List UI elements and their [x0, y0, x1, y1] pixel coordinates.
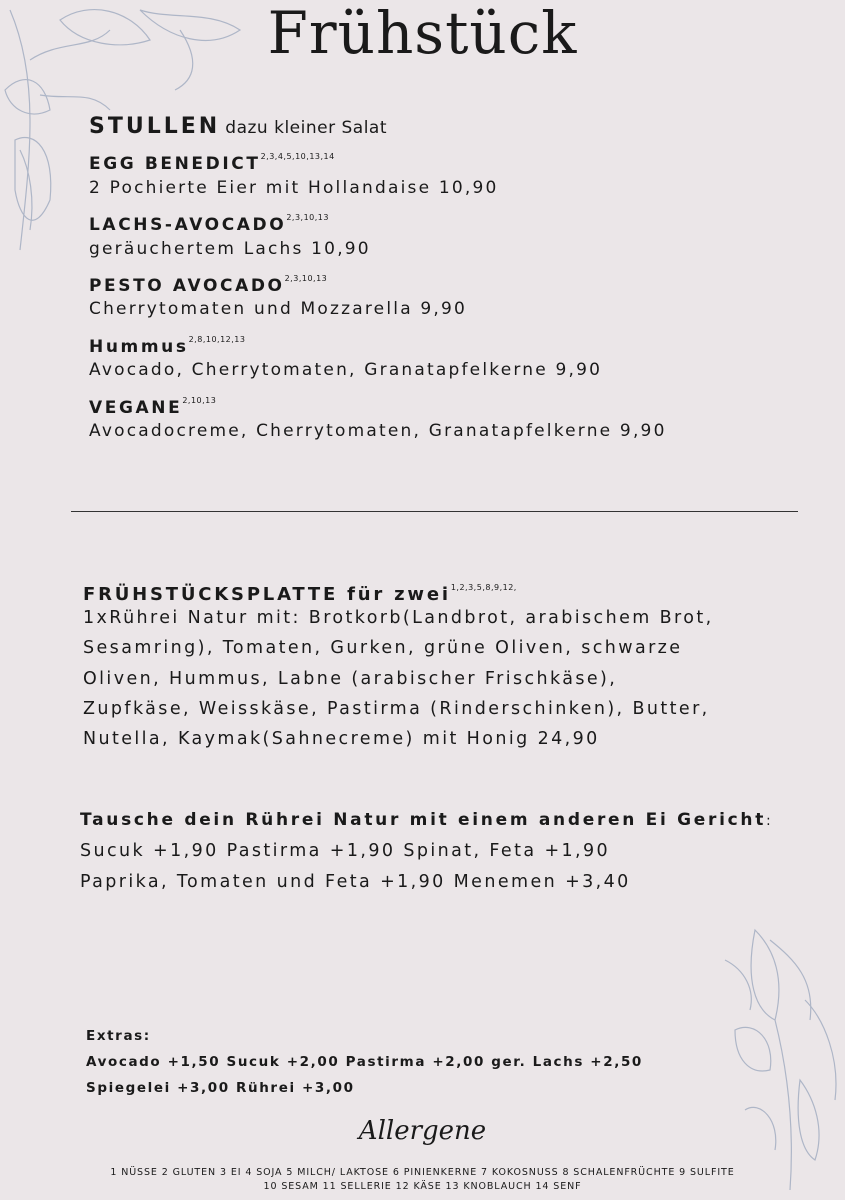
item-title: PESTO AVOCADO: [89, 275, 285, 296]
platte-description-line: 1xRührei Natur mit: Brotkorb(Landbrot, arabischem Brot,: [83, 608, 714, 629]
allergene-title: Allergene: [358, 1116, 487, 1146]
item-title: LACHS-AVOCADO: [89, 215, 287, 236]
menu-item-name: [89, 264, 809, 294]
allergene-line: 10 SESAM 11 SELLERIE 12 KÄSE 13 KNOBLAUCH 14 SENF: [263, 1181, 582, 1192]
menu-item-name: [89, 386, 809, 416]
extras-line: Avocado +1,50 Sucuk +2,00 Pastirma +2,00 ger. Lachs +2,50: [86, 1054, 643, 1070]
tausche-header: [80, 805, 820, 836]
extras-heading: Extras:: [86, 1028, 151, 1044]
allergene-list: [0, 1166, 845, 1194]
platte-description-line: Nutella, Kaymak(Sahnecreme) mit Honig 24,90: [83, 728, 600, 749]
section-heading: Tausche dein Rührei Natur mit einem anderen Ei Gericht: [80, 810, 767, 830]
section-heading: FRÜHSTÜCKSPLATTE für zwei: [83, 584, 451, 605]
tausche-option-line: Paprika, Tomaten und Feta +1,90 Menemen +3,40: [80, 872, 631, 892]
heading-colon: :: [766, 813, 774, 829]
platte-header: [83, 573, 803, 603]
allergene-line: 1 NÜSSE 2 GLUTEN 3 EI 4 SOJA 5 MILCH/ LAKTOSE 6 PINIENKERNE 7 KOKOSNUSS 8 SCHALENFRÜCHTE 9 SULFITE: [110, 1167, 735, 1178]
platte-description-line: Sesamring), Tomaten, Gurken, grüne Oliven, schwarze: [83, 638, 683, 659]
fruehstuecksplatte-section: [83, 573, 803, 754]
menu-item-description: Avocadocreme, Cherrytomaten, Granatapfelkerne 9,90: [89, 420, 667, 441]
allergen-superscript: 2,8,10,12,13: [188, 334, 246, 344]
item-title: Hummus: [89, 336, 189, 357]
extras-line: Spiegelei +3,00 Rührei +3,00: [86, 1080, 355, 1096]
item-title: VEGANE: [89, 397, 183, 418]
platte-description-line: Zupfkäse, Weisskäse, Pastirma (Rinderschinken), Butter,: [83, 698, 710, 719]
section-divider: [71, 511, 798, 512]
platte-description-line: Oliven, Hummus, Labne (arabischer Frischkäse),: [83, 668, 618, 689]
tausche-section: [80, 805, 820, 898]
menu-item-description: Avocado, Cherrytomaten, Granatapfelkerne 9,90: [89, 360, 603, 381]
allergen-superscript: 2,3,4,5,10,13,14: [260, 152, 335, 162]
stullen-header: [89, 112, 809, 142]
allergen-superscript: 2,10,13: [182, 395, 217, 405]
item-title: EGG BENEDICT: [89, 154, 261, 175]
menu-item-description: 2 Pochierte Eier mit Hollandaise 10,90: [89, 177, 499, 198]
page-title: Frühstück: [267, 0, 578, 67]
extras-section: [86, 1023, 786, 1101]
menu-item-description: Cherrytomaten und Mozzarella 9,90: [89, 299, 468, 320]
menu-item-name: [89, 325, 809, 355]
allergen-superscript: 2,3,10,13: [286, 213, 329, 223]
allergen-superscript: 2,3,10,13: [284, 273, 328, 283]
menu-item-description: geräuchertem Lachs 10,90: [89, 238, 371, 259]
allergen-superscript: 1,2,3,5,8,9,12,: [450, 583, 517, 592]
section-subheading: dazu kleiner Salat: [225, 118, 387, 138]
menu-item-name: [89, 142, 809, 175]
tausche-option-line: Sucuk +1,90 Pastirma +1,90 Spinat, Feta +1,90: [80, 841, 611, 861]
stullen-section: [89, 112, 809, 446]
section-heading: STULLEN: [89, 114, 221, 139]
menu-item-name: [89, 203, 809, 236]
